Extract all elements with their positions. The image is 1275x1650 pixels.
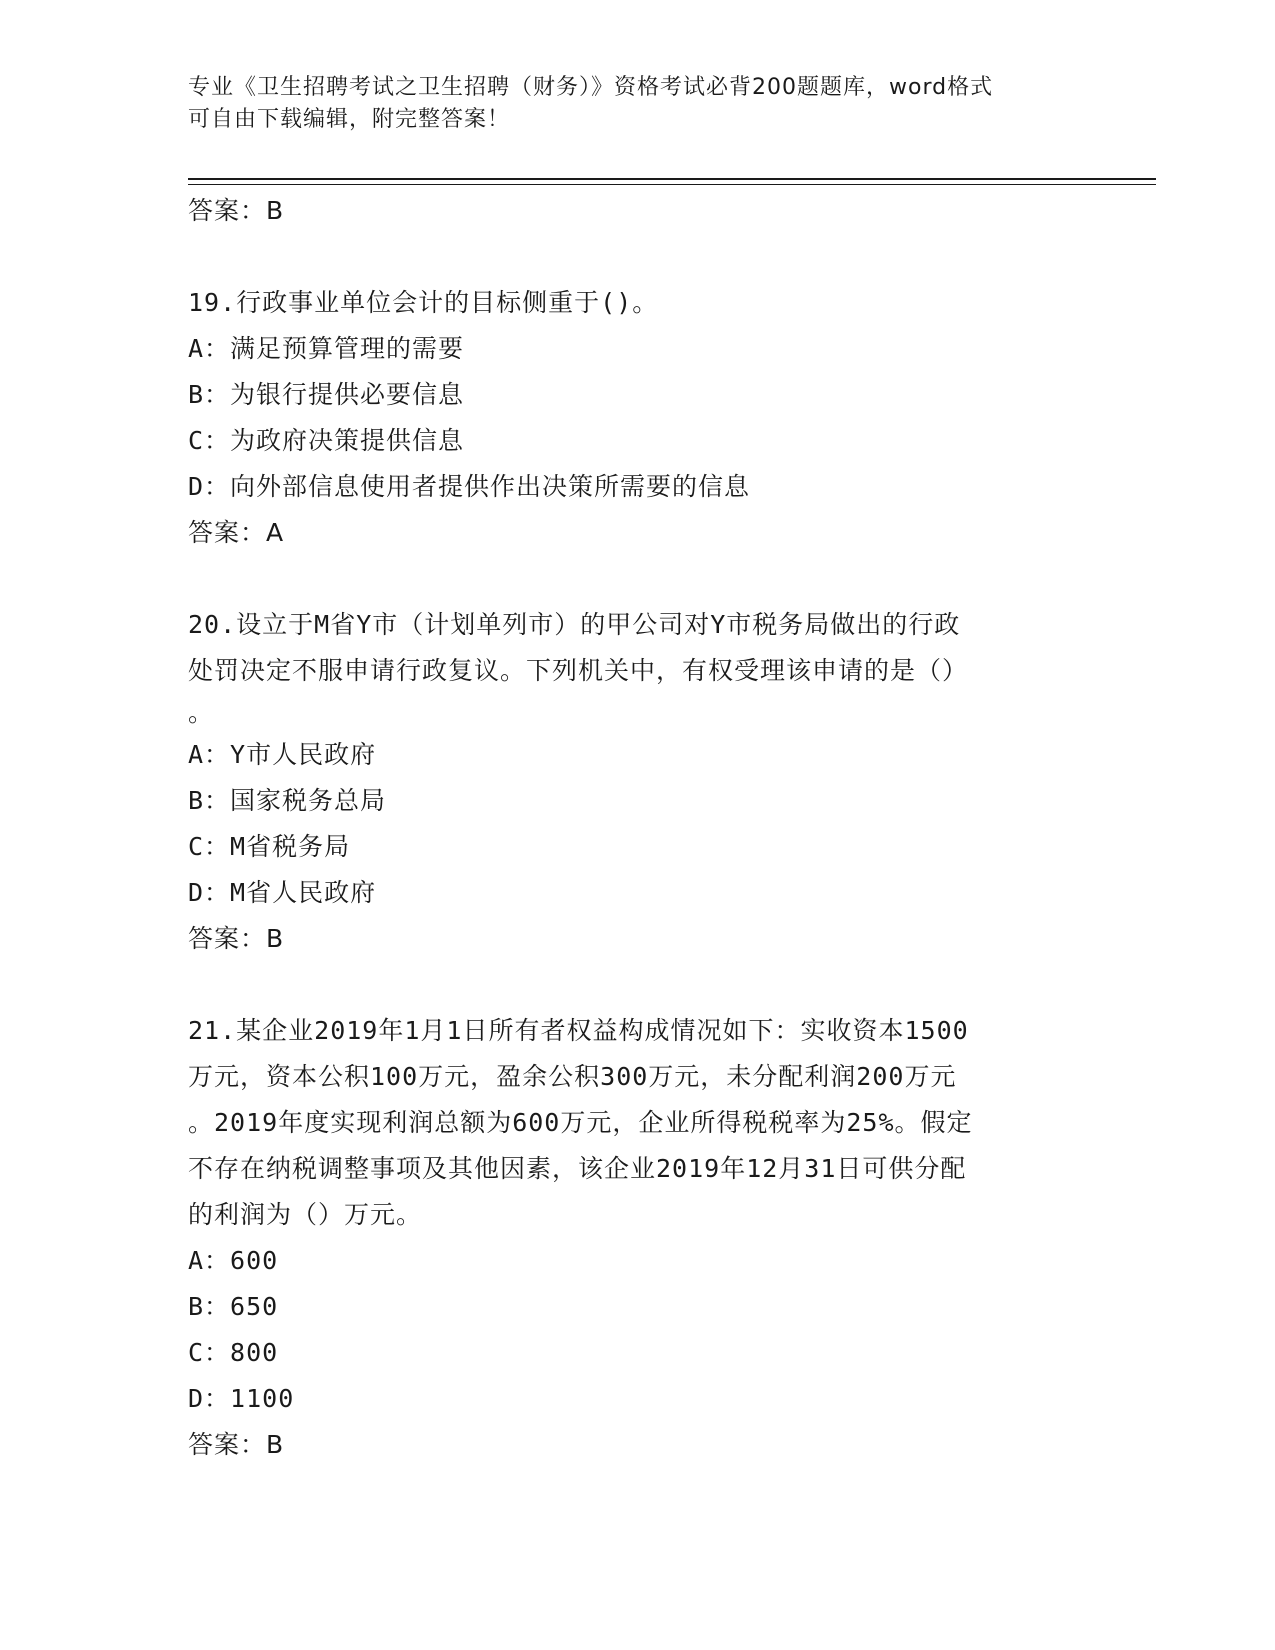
option-c: C：M省税务局 bbox=[188, 832, 351, 861]
option-d: D：向外部信息使用者提供作出决策所需要的信息 bbox=[188, 472, 751, 501]
question-21 bbox=[188, 1008, 1088, 1468]
previous-answer: 答案：B bbox=[188, 196, 285, 225]
option-a: A：600 bbox=[188, 1246, 279, 1275]
document-header bbox=[188, 72, 1088, 136]
question-stem-line-2: 处罚决定不服申请行政复议。下列机关中，有权受理该申请的是（） bbox=[188, 656, 969, 685]
document-body bbox=[188, 188, 1088, 1468]
header-divider-thin bbox=[188, 184, 1156, 185]
question-stem-line-1: 21.某企业2019年1月1日所有者权益构成情况如下：实收资本1500 bbox=[188, 1016, 969, 1045]
answer: 答案：A bbox=[188, 518, 285, 547]
question-stem-line-1: 20.设立于M省Y市（计划单列市）的甲公司对Y市税务局做出的行政 bbox=[188, 610, 961, 639]
option-a: A：Y市人民政府 bbox=[188, 740, 377, 769]
answer: 答案：B bbox=[188, 1430, 285, 1459]
question-stem: 19.行政事业单位会计的目标侧重于()。 bbox=[188, 288, 659, 317]
header-line-1: 专业《卫生招聘考试之卫生招聘（财务）》资格考试必背200题题库，word格式 bbox=[188, 75, 994, 100]
option-c: C：800 bbox=[188, 1338, 279, 1367]
question-stem-line-3: 。 bbox=[188, 698, 215, 727]
question-stem-line-3: 。2019年度实现利润总额为600万元，企业所得税税率为25%。假定 bbox=[188, 1108, 973, 1137]
question-19 bbox=[188, 280, 1088, 556]
question-stem-line-2: 万元，资本公积100万元，盈余公积300万元，未分配利润200万元 bbox=[188, 1062, 957, 1091]
header-divider-thick bbox=[188, 178, 1156, 180]
option-b: B：650 bbox=[188, 1292, 279, 1321]
option-a: A：满足预算管理的需要 bbox=[188, 334, 465, 363]
question-20 bbox=[188, 602, 1088, 962]
header-line-2: 可自由下载编辑，附完整答案！ bbox=[188, 107, 511, 132]
option-d: D：M省人民政府 bbox=[188, 878, 377, 907]
question-stem-line-5: 的利润为（）万元。 bbox=[188, 1200, 423, 1229]
question-stem-line-4: 不存在纳税调整事项及其他因素，该企业2019年12月31日可供分配 bbox=[188, 1154, 967, 1183]
option-c: C：为政府决策提供信息 bbox=[188, 426, 465, 455]
option-b: B：为银行提供必要信息 bbox=[188, 380, 465, 409]
option-b: B：国家税务总局 bbox=[188, 786, 387, 815]
option-d: D：1100 bbox=[188, 1384, 295, 1413]
answer: 答案：B bbox=[188, 924, 285, 953]
